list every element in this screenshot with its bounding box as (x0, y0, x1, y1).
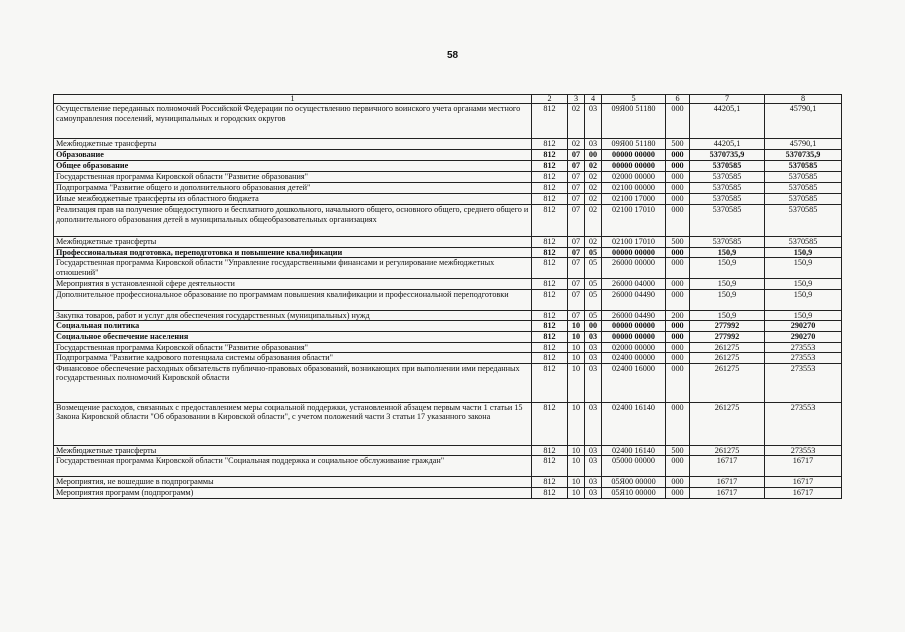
expense-type-code: 000 (666, 150, 690, 161)
subsection-code: 03 (585, 139, 602, 150)
amount-year-2: 5370585 (765, 183, 842, 194)
table-row (54, 247, 842, 258)
ministry-code: 812 (532, 161, 568, 172)
expense-type-code: 000 (666, 104, 690, 139)
table-row (54, 331, 842, 342)
item-name: Мероприятия программ (подпрограмм) (54, 487, 532, 498)
expense-type-code: 000 (666, 279, 690, 290)
ministry-code: 812 (532, 205, 568, 237)
item-name: Иные межбюджетные трансферты из областного бюджета (54, 194, 532, 205)
subsection-code: 03 (585, 402, 602, 445)
ministry-code: 812 (532, 237, 568, 248)
page-number: 58 (446, 50, 459, 61)
item-name: Государственная программа Кировской области "Развитие образования" (54, 342, 532, 353)
amount-year-1: 5370585 (690, 183, 765, 194)
amount-year-1: 16717 (690, 456, 765, 477)
section-code: 07 (568, 258, 585, 279)
column-header: 5 (602, 95, 666, 104)
item-name: Государственная программа Кировской области "Социальная поддержка и социальное обслуживание граждан" (54, 456, 532, 477)
table-row (54, 205, 842, 237)
amount-year-1: 150,9 (690, 279, 765, 290)
section-code: 10 (568, 331, 585, 342)
expense-type-code: 000 (666, 342, 690, 353)
amount-year-1: 261275 (690, 342, 765, 353)
ministry-code: 812 (532, 139, 568, 150)
expense-type-code: 000 (666, 205, 690, 237)
item-name: Социальное обеспечение населения (54, 331, 532, 342)
amount-year-2: 5370735,9 (765, 150, 842, 161)
section-code: 07 (568, 172, 585, 183)
item-name: Межбюджетные трансферты (54, 445, 532, 456)
subsection-code: 03 (585, 487, 602, 498)
section-code: 10 (568, 321, 585, 332)
subsection-code: 03 (585, 477, 602, 488)
table-row (54, 487, 842, 498)
target-article-code: 00000 00000 (602, 321, 666, 332)
amount-year-1: 16717 (690, 477, 765, 488)
table-row (54, 150, 842, 161)
expense-type-code: 000 (666, 402, 690, 445)
amount-year-1: 5370585 (690, 237, 765, 248)
section-code: 07 (568, 279, 585, 290)
table-row (54, 161, 842, 172)
target-article-code: 09Я00 51180 (602, 139, 666, 150)
amount-year-1: 5370585 (690, 205, 765, 237)
item-name: Профессиональная подготовка, переподготовка и повышение квалификации (54, 247, 532, 258)
subsection-code: 03 (585, 353, 602, 364)
table-row (54, 172, 842, 183)
subsection-code: 02 (585, 183, 602, 194)
target-article-code: 02000 00000 (602, 342, 666, 353)
ministry-code: 812 (532, 402, 568, 445)
amount-year-2: 5370585 (765, 194, 842, 205)
amount-year-2: 16717 (765, 477, 842, 488)
amount-year-1: 16717 (690, 487, 765, 498)
expense-type-code: 000 (666, 353, 690, 364)
section-code: 10 (568, 363, 585, 402)
ministry-code: 812 (532, 279, 568, 290)
subsection-code: 05 (585, 247, 602, 258)
expense-type-code: 000 (666, 183, 690, 194)
item-name: Межбюджетные трансферты (54, 237, 532, 248)
table-row (54, 342, 842, 353)
amount-year-2: 290270 (765, 321, 842, 332)
amount-year-1: 150,9 (690, 289, 765, 310)
amount-year-2: 5370585 (765, 172, 842, 183)
ministry-code: 812 (532, 342, 568, 353)
amount-year-2: 150,9 (765, 289, 842, 310)
amount-year-1: 277992 (690, 331, 765, 342)
ministry-code: 812 (532, 172, 568, 183)
subsection-code: 03 (585, 445, 602, 456)
section-code: 07 (568, 289, 585, 310)
target-article-code: 26000 00000 (602, 258, 666, 279)
amount-year-2: 16717 (765, 456, 842, 477)
amount-year-2: 273553 (765, 363, 842, 402)
amount-year-2: 16717 (765, 487, 842, 498)
table-row (54, 279, 842, 290)
table-row (54, 237, 842, 248)
target-article-code: 05000 00000 (602, 456, 666, 477)
expense-type-code: 000 (666, 456, 690, 477)
subsection-code: 00 (585, 321, 602, 332)
item-name: Реализация прав на получение общедоступного и бесплатного дошкольного, начального общего, основного общего, среднего общего и дополнительного образования детей в муниципальных общеобразовательных организациях (54, 205, 532, 237)
table-row (54, 104, 842, 139)
ministry-code: 812 (532, 456, 568, 477)
subsection-code: 03 (585, 342, 602, 353)
target-article-code: 02400 16140 (602, 445, 666, 456)
table-row (54, 353, 842, 364)
amount-year-2: 150,9 (765, 279, 842, 290)
subsection-code: 02 (585, 172, 602, 183)
ministry-code: 812 (532, 321, 568, 332)
section-code: 10 (568, 353, 585, 364)
target-article-code: 09Я00 51180 (602, 104, 666, 139)
amount-year-2: 150,9 (765, 258, 842, 279)
amount-year-2: 273553 (765, 353, 842, 364)
target-article-code: 26000 04490 (602, 289, 666, 310)
ministry-code: 812 (532, 445, 568, 456)
ministry-code: 812 (532, 289, 568, 310)
item-name: Государственная программа Кировской области "Развитие образования" (54, 172, 532, 183)
section-code: 07 (568, 205, 585, 237)
table-header-row (54, 95, 842, 104)
subsection-code: 02 (585, 205, 602, 237)
amount-year-2: 273553 (765, 402, 842, 445)
target-article-code: 02100 17000 (602, 194, 666, 205)
expense-type-code: 000 (666, 477, 690, 488)
amount-year-2: 45790,1 (765, 104, 842, 139)
amount-year-2: 290270 (765, 331, 842, 342)
table-row (54, 402, 842, 445)
table-row (54, 258, 842, 279)
ministry-code: 812 (532, 487, 568, 498)
target-article-code: 00000 00000 (602, 161, 666, 172)
target-article-code: 02400 00000 (602, 353, 666, 364)
item-name: Межбюджетные трансферты (54, 139, 532, 150)
table-row (54, 194, 842, 205)
subsection-code: 05 (585, 289, 602, 310)
amount-year-1: 261275 (690, 402, 765, 445)
expense-type-code: 000 (666, 258, 690, 279)
column-header: 4 (585, 95, 602, 104)
target-article-code: 00000 00000 (602, 331, 666, 342)
amount-year-2: 5370585 (765, 161, 842, 172)
subsection-code: 02 (585, 161, 602, 172)
ministry-code: 812 (532, 104, 568, 139)
column-header: 1 (54, 95, 532, 104)
section-code: 10 (568, 342, 585, 353)
subsection-code: 05 (585, 279, 602, 290)
expense-type-code: 200 (666, 310, 690, 321)
target-article-code: 02100 17010 (602, 237, 666, 248)
ministry-code: 812 (532, 310, 568, 321)
subsection-code: 05 (585, 258, 602, 279)
section-code: 10 (568, 402, 585, 445)
section-code: 02 (568, 139, 585, 150)
ministry-code: 812 (532, 194, 568, 205)
target-article-code: 02400 16000 (602, 363, 666, 402)
expense-type-code: 000 (666, 363, 690, 402)
section-code: 10 (568, 445, 585, 456)
expense-type-code: 000 (666, 172, 690, 183)
ministry-code: 812 (532, 477, 568, 488)
subsection-code: 03 (585, 331, 602, 342)
amount-year-1: 261275 (690, 363, 765, 402)
expense-type-code: 000 (666, 487, 690, 498)
item-name: Мероприятия, не вошедшие в подпрограммы (54, 477, 532, 488)
item-name: Возмещение расходов, связанных с предоставлением меры социальной поддержки, установленной абзацем первым части 1 статьи 15 Закона Кировской области "Об образовании в Кировской области", с учетом положений части 3 статьи 17 указанного закона (54, 402, 532, 445)
expense-type-code: 500 (666, 139, 690, 150)
amount-year-2: 273553 (765, 342, 842, 353)
item-name: Финансовое обеспечение расходных обязательств публично-правовых образований, возникающих при выполнении ими переданных государственных полномочий Кировской области (54, 363, 532, 402)
table-row (54, 183, 842, 194)
target-article-code: 05Я10 00000 (602, 487, 666, 498)
subsection-code: 03 (585, 363, 602, 402)
amount-year-2: 273553 (765, 445, 842, 456)
section-code: 10 (568, 477, 585, 488)
amount-year-2: 5370585 (765, 205, 842, 237)
ministry-code: 812 (532, 331, 568, 342)
budget-table (53, 94, 842, 499)
target-article-code: 05Я00 00000 (602, 477, 666, 488)
target-article-code: 00000 00000 (602, 247, 666, 258)
table-row (54, 445, 842, 456)
section-code: 02 (568, 104, 585, 139)
section-code: 10 (568, 456, 585, 477)
subsection-code: 02 (585, 194, 602, 205)
section-code: 10 (568, 487, 585, 498)
item-name: Общее образование (54, 161, 532, 172)
item-name: Подпрограмма "Развитие общего и дополнительного образования детей" (54, 183, 532, 194)
ministry-code: 812 (532, 247, 568, 258)
section-code: 07 (568, 161, 585, 172)
amount-year-2: 5370585 (765, 237, 842, 248)
table-row (54, 139, 842, 150)
table-body (54, 95, 842, 499)
expense-type-code: 500 (666, 237, 690, 248)
target-article-code: 00000 00000 (602, 150, 666, 161)
column-header: 6 (666, 95, 690, 104)
item-name: Закупка товаров, работ и услуг для обеспечения государственных (муниципальных) нужд (54, 310, 532, 321)
section-code: 07 (568, 247, 585, 258)
amount-year-1: 5370585 (690, 172, 765, 183)
section-code: 07 (568, 150, 585, 161)
table-row (54, 456, 842, 477)
subsection-code: 02 (585, 237, 602, 248)
amount-year-1: 150,9 (690, 247, 765, 258)
amount-year-1: 261275 (690, 353, 765, 364)
amount-year-1: 44205,1 (690, 139, 765, 150)
expense-type-code: 000 (666, 161, 690, 172)
amount-year-1: 5370585 (690, 161, 765, 172)
amount-year-2: 150,9 (765, 247, 842, 258)
amount-year-1: 5370585 (690, 194, 765, 205)
column-header: 3 (568, 95, 585, 104)
amount-year-1: 5370735,9 (690, 150, 765, 161)
subsection-code: 03 (585, 456, 602, 477)
target-article-code: 02400 16140 (602, 402, 666, 445)
section-code: 07 (568, 310, 585, 321)
column-header: 2 (532, 95, 568, 104)
ministry-code: 812 (532, 183, 568, 194)
target-article-code: 02100 00000 (602, 183, 666, 194)
amount-year-1: 150,9 (690, 310, 765, 321)
subsection-code: 05 (585, 310, 602, 321)
target-article-code: 02100 17010 (602, 205, 666, 237)
amount-year-1: 44205,1 (690, 104, 765, 139)
amount-year-2: 150,9 (765, 310, 842, 321)
column-header: 7 (690, 95, 765, 104)
ministry-code: 812 (532, 363, 568, 402)
table-row (54, 477, 842, 488)
expense-type-code: 000 (666, 247, 690, 258)
target-article-code: 26000 04000 (602, 279, 666, 290)
expense-type-code: 000 (666, 289, 690, 310)
amount-year-2: 45790,1 (765, 139, 842, 150)
amount-year-1: 150,9 (690, 258, 765, 279)
table-row (54, 321, 842, 332)
item-name: Осуществление переданных полномочий Российской Федерации по осуществлению первичного воинского учета органами местного самоуправления поселений, муниципальных и городских округов (54, 104, 532, 139)
table-row (54, 310, 842, 321)
item-name: Дополнительное профессиональное образование по программам повышения квалификации и профессиональной переподготовки (54, 289, 532, 310)
expense-type-code: 000 (666, 194, 690, 205)
ministry-code: 812 (532, 258, 568, 279)
column-header: 8 (765, 95, 842, 104)
item-name: Подпрограмма "Развитие кадрового потенциала системы образования области" (54, 353, 532, 364)
section-code: 07 (568, 183, 585, 194)
amount-year-1: 261275 (690, 445, 765, 456)
section-code: 07 (568, 194, 585, 205)
target-article-code: 02000 00000 (602, 172, 666, 183)
target-article-code: 26000 04490 (602, 310, 666, 321)
table-row (54, 289, 842, 310)
expense-type-code: 500 (666, 445, 690, 456)
item-name: Социальная политика (54, 321, 532, 332)
subsection-code: 03 (585, 104, 602, 139)
amount-year-1: 277992 (690, 321, 765, 332)
ministry-code: 812 (532, 353, 568, 364)
ministry-code: 812 (532, 150, 568, 161)
subsection-code: 00 (585, 150, 602, 161)
item-name: Государственная программа Кировской области "Управление государственными финансами и регулирование межбюджетных отношений" (54, 258, 532, 279)
table-row (54, 363, 842, 402)
item-name: Образование (54, 150, 532, 161)
item-name: Мероприятия в установленной сфере деятельности (54, 279, 532, 290)
expense-type-code: 000 (666, 331, 690, 342)
section-code: 07 (568, 237, 585, 248)
expense-type-code: 000 (666, 321, 690, 332)
